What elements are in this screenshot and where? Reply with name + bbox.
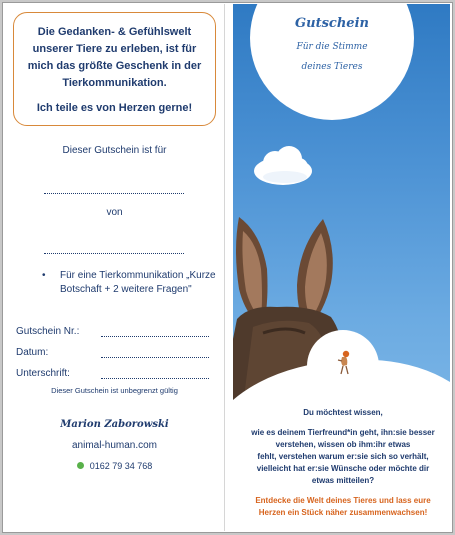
sender-line[interactable] (44, 253, 184, 254)
call-to-action (243, 495, 443, 519)
service-text (42, 269, 218, 297)
question-line: vielleicht hat er:sie Wünsche oder möchte dir (256, 464, 430, 473)
question-line: verstehen, wissen ob ihm:ihr etwas (275, 440, 411, 449)
question-heading: Du möchtest wissen, (303, 408, 383, 417)
sender-label: von (106, 207, 123, 218)
date-label: Datum: (16, 347, 49, 358)
voucher-left-panel (4, 4, 225, 531)
signature-row (16, 368, 216, 382)
voucher-right-panel (233, 4, 450, 531)
intro-line: unserer Tiere zu erleben, ist für (32, 43, 197, 55)
date-line[interactable] (101, 357, 209, 358)
recipient-line[interactable] (44, 193, 184, 194)
phone-contact (4, 461, 225, 471)
intro-text (14, 24, 215, 92)
recipient-label: Dieser Gutschein ist für (62, 145, 167, 156)
voucher-subtitle: Für die Stimme (296, 42, 368, 52)
animal-badge (307, 330, 379, 402)
website-link[interactable]: animal-human.com (71, 440, 158, 451)
phone-icon (77, 462, 84, 469)
intro-line: Tierkommunikation. (62, 77, 167, 89)
cta-line: Herzen ein Stück näher zusammenwachsen! (258, 508, 428, 517)
question-line: fehlt, verstehen warum er:sie sich so verhält, (257, 452, 429, 461)
intro-line: mich das größte Geschenk in der (27, 60, 202, 72)
phone-number: 0162 79 34 768 (89, 461, 153, 471)
intro-closing: Ich teile es von Herzen gerne! (36, 102, 193, 114)
question-block (243, 407, 443, 487)
service-line: Für eine Tierkommunikation „Kurze (60, 270, 216, 281)
voucher-title: Gutschein (295, 16, 369, 31)
voucher-number-row (16, 326, 216, 340)
bullet-dot: • (42, 270, 46, 281)
service-line: Botschaft + 2 weitere Fragen" (60, 284, 192, 295)
intro-line: Die Gedanken- & Gefühlswelt (37, 26, 192, 38)
animal-figure-icon (333, 348, 355, 378)
date-row (16, 347, 216, 361)
voucher-number-label: Gutschein Nr.: (16, 326, 80, 337)
voucher-number-line[interactable] (101, 336, 209, 337)
signature-line[interactable] (101, 378, 209, 379)
cta-line: Entdecke die Welt deines Tieres und lass eure (255, 496, 431, 505)
question-line: etwas mitteilen? (311, 476, 375, 485)
intro-box (13, 12, 216, 126)
validity-note: Dieser Gutschein ist unbegrenzt gültig (51, 386, 178, 395)
voucher-subtitle: deines Tieres (301, 62, 363, 72)
author-name: Marion Zaborowski (60, 419, 169, 430)
service-bullet (42, 269, 218, 297)
question-line: wie es deinem Tierfreund*in geht, ihn:sie besser (251, 428, 435, 437)
signature-label: Unterschrift: (16, 368, 70, 379)
